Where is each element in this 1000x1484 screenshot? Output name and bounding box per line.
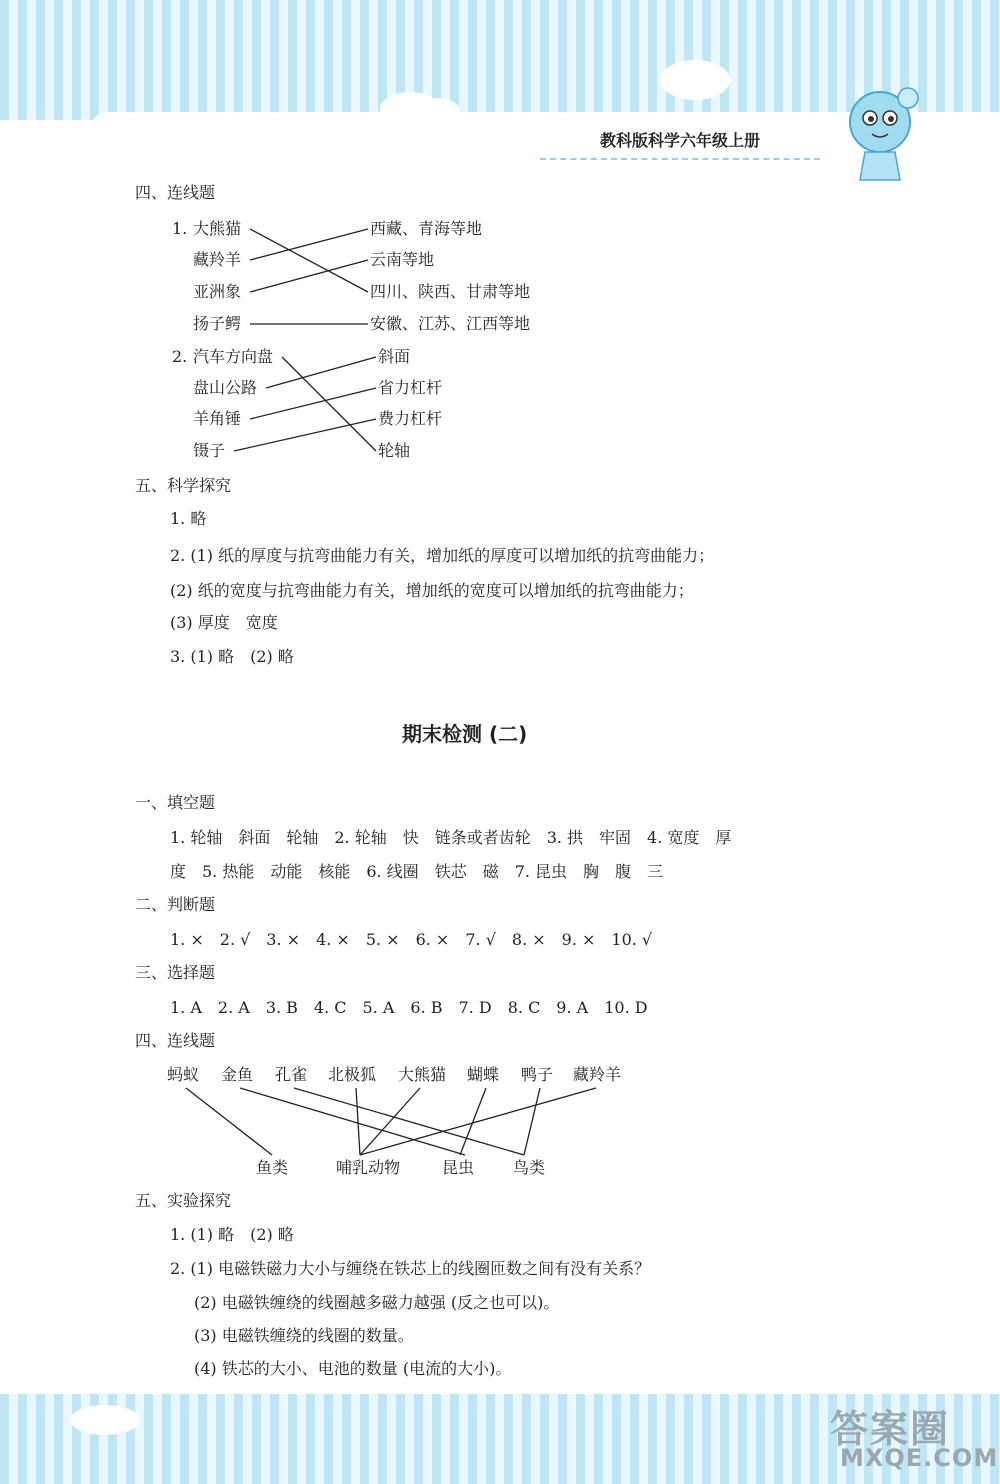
match-line — [186, 1088, 272, 1155]
match-right-item: 西藏、青海等地 — [370, 219, 483, 238]
cloud-decoration — [420, 98, 460, 126]
section-heading: 三、选择题 — [135, 963, 216, 982]
match-right-item: 省力杠杆 — [378, 378, 443, 397]
match-left-item: 扬子鳄 — [193, 314, 242, 333]
animal-label: 金鱼 — [221, 1065, 254, 1084]
match-line — [524, 1088, 540, 1155]
match-line — [234, 419, 376, 451]
match-line — [266, 357, 376, 388]
cloud-decoration — [70, 1405, 140, 1435]
animal-label: 藏羚羊 — [573, 1065, 622, 1084]
match-line — [250, 388, 376, 419]
header-dashed-line — [540, 158, 820, 160]
animal-label: 北极狐 — [328, 1065, 377, 1084]
group-label: 鸟类 — [513, 1158, 546, 1177]
animal-label: 蝴蝶 — [467, 1065, 500, 1084]
animal-label: 鸭子 — [521, 1065, 554, 1084]
section-heading: 四、连线题 — [135, 1031, 216, 1050]
match-right-item: 云南等地 — [370, 250, 435, 269]
match-left-item: 盘山公路 — [193, 378, 258, 397]
match-line — [360, 1088, 596, 1155]
match-line — [240, 1088, 465, 1155]
answer-line: 1. 略 — [170, 509, 207, 528]
cloud-decoration — [660, 60, 730, 100]
page-title: 期末检测 (二) — [402, 722, 528, 746]
section-heading: 五、科学探究 — [135, 476, 232, 495]
answer-line: 2. (1) 纸的厚度与抗弯曲能力有关，增加纸的厚度可以增加纸的抗弯曲能力； — [170, 546, 715, 565]
watermark-sub: MXQE.COM — [840, 1444, 999, 1472]
match-line — [282, 357, 376, 451]
match-left-item: 镊子 — [193, 441, 226, 460]
match-line — [356, 1088, 360, 1155]
animal-label: 大熊猫 — [398, 1065, 447, 1084]
match-line — [360, 1088, 420, 1155]
item-number: 2. — [172, 347, 188, 366]
answer-line: (3) 厚度 宽度 — [170, 613, 278, 632]
match-line — [294, 1088, 524, 1155]
answer-line: (3) 电磁铁缠绕的线圈的数量。 — [194, 1326, 414, 1345]
match-right-item: 斜面 — [378, 347, 411, 366]
answer-line: 1. 轮轴 斜面 轮轴 2. 轮轴 快 链条或者齿轮 3. 拱 牢固 4. 宽度 厚 — [170, 828, 732, 847]
match-right-item: 安徽、江苏、江西等地 — [370, 314, 531, 333]
match-right-item: 费力杠杆 — [378, 409, 443, 428]
animal-label: 蚂蚁 — [167, 1065, 200, 1084]
animal-label: 孔雀 — [275, 1065, 308, 1084]
header-title: 教科版科学六年级上册 — [600, 131, 761, 150]
section-heading: 二、判断题 — [135, 895, 216, 914]
match-line — [250, 260, 368, 292]
answer-line: 1. A 2. A 3. B 4. C 5. A 6. B 7. D 8. C 9. A 10. D — [170, 998, 648, 1017]
match-left-item: 亚洲象 — [193, 282, 242, 301]
answer-line: 度 5. 热能 动能 核能 6. 线圈 铁芯 磁 7. 昆虫 胸 腹 三 — [170, 862, 664, 881]
watermark-main: 答案圈 — [830, 1407, 951, 1451]
answer-line: (4) 铁芯的大小、电池的数量 (电流的大小)。 — [194, 1359, 512, 1378]
match-line — [250, 229, 368, 260]
group-label: 哺乳动物 — [336, 1158, 401, 1177]
mascot-icon — [830, 80, 930, 190]
match-left-item: 大熊猫 — [193, 219, 242, 238]
item-number: 1. — [172, 219, 188, 238]
answer-line: 3. (1) 略 (2) 略 — [170, 647, 294, 666]
section-heading: 四、连线题 — [135, 183, 216, 202]
match-left-item: 藏羚羊 — [193, 250, 242, 269]
match-left-item: 羊角锤 — [193, 409, 242, 428]
answer-line: (2) 电磁铁缠绕的线圈越多磁力越强 (反之也可以)。 — [194, 1293, 560, 1312]
match-right-item: 四川、陕西、甘肃等地 — [370, 282, 531, 301]
match-left-item: 汽车方向盘 — [193, 347, 274, 366]
answer-line: 2. (1) 电磁铁磁力大小与缠绕在铁芯上的线圈匝数之间有没有关系？ — [170, 1259, 651, 1278]
answer-line: 1. × 2. √ 3. × 4. × 5. × 6. × 7. √ 8. × 9. × 10. √ — [170, 930, 653, 949]
answer-line: (2) 纸的宽度与抗弯曲能力有关，增加纸的宽度可以增加纸的抗弯曲能力； — [170, 581, 694, 600]
section-heading: 一、填空题 — [135, 793, 216, 812]
match-line — [250, 229, 368, 292]
match-line — [460, 1088, 486, 1155]
section-heading: 五、实验探究 — [135, 1191, 232, 1210]
group-label: 昆虫 — [442, 1158, 475, 1177]
group-label: 鱼类 — [256, 1158, 289, 1177]
watermark-logo — [822, 1398, 999, 1478]
match-right-item: 轮轴 — [378, 441, 411, 460]
answer-line: 1. (1) 略 (2) 略 — [170, 1225, 294, 1244]
